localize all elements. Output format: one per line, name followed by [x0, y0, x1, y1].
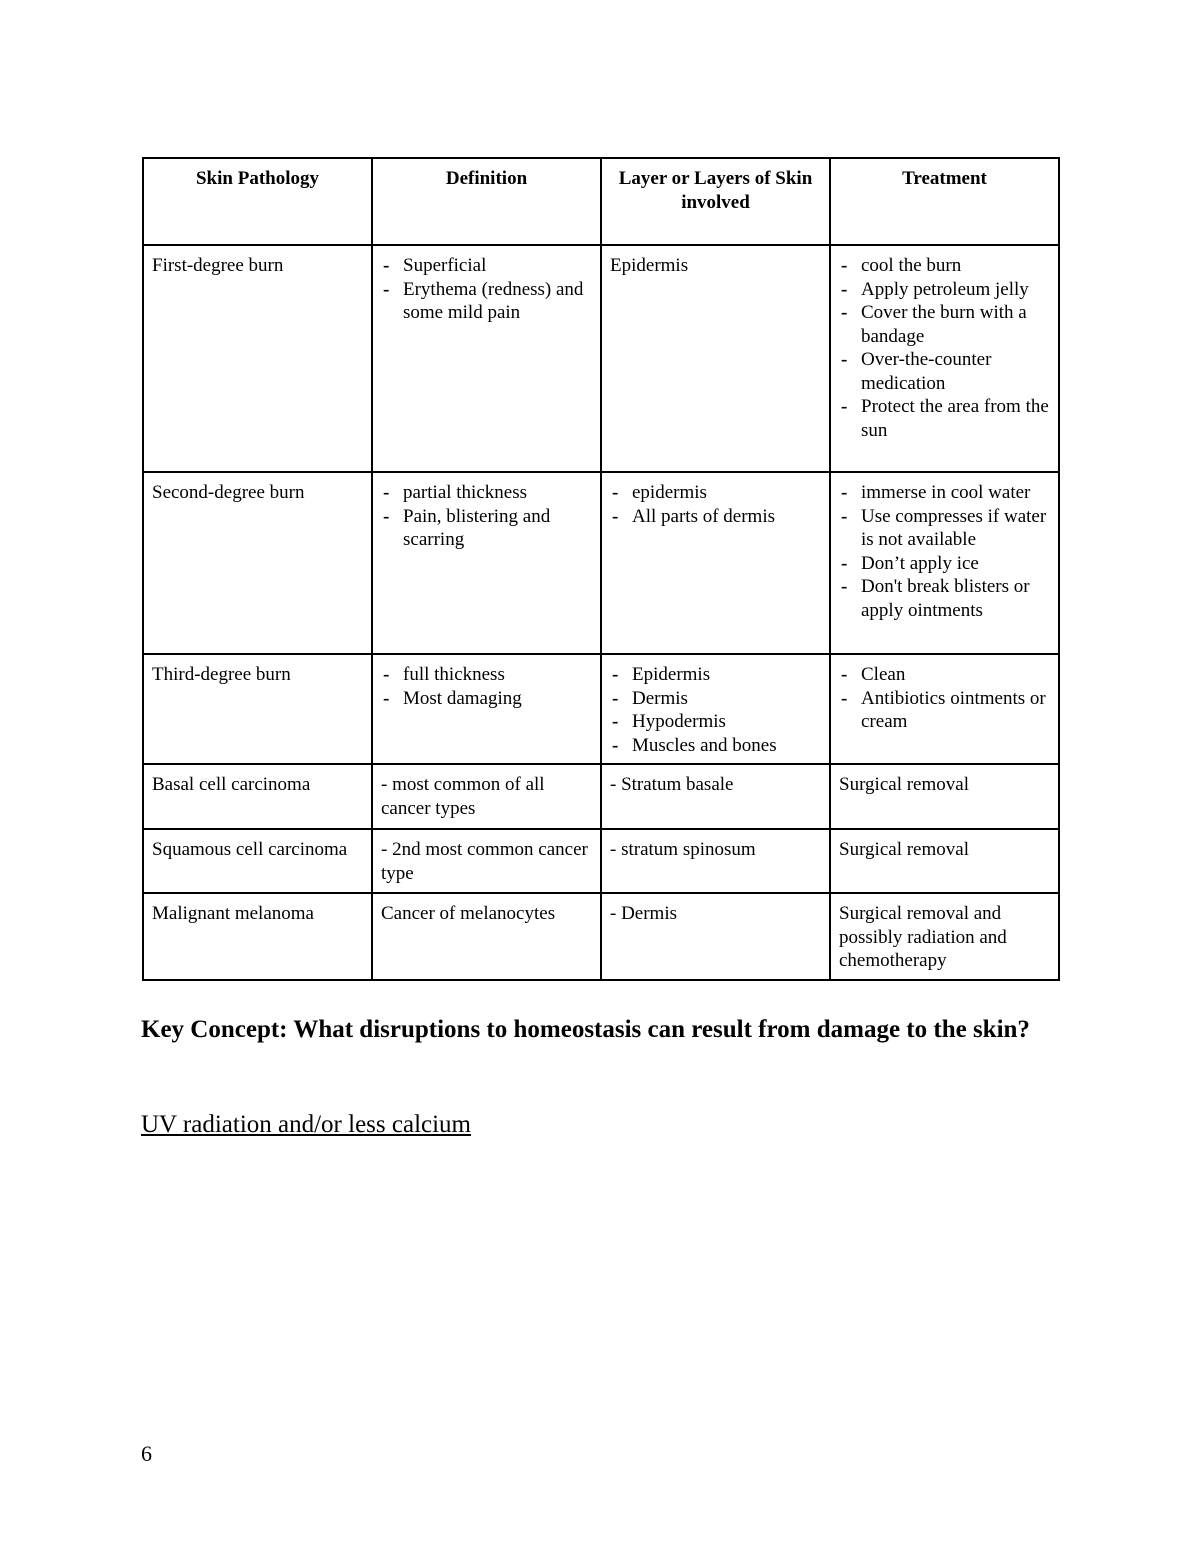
key-concept	[141, 1014, 1041, 1045]
table-row	[143, 893, 1059, 980]
list-item: - Cover the burn with a bandage	[839, 301, 1050, 348]
list-item: - Hypodermis	[610, 710, 821, 734]
layers-cell: - Dermis	[601, 893, 830, 980]
table-row	[143, 472, 1059, 654]
header-skin-pathology: Skin Pathology	[143, 158, 372, 245]
table-row	[143, 829, 1059, 893]
table-row	[143, 654, 1059, 764]
table-row	[143, 764, 1059, 829]
table-header-row	[143, 158, 1059, 245]
table-row	[143, 245, 1059, 472]
list-item: - Apply petroleum jelly	[839, 278, 1050, 302]
definition-cell: Cancer of melanocytes	[372, 893, 601, 980]
list-item: - Antibiotics ointments or cream	[839, 687, 1050, 734]
list-item: - Most damaging	[381, 687, 592, 711]
definition-list	[381, 254, 592, 325]
list-item: - immerse in cool water	[839, 481, 1050, 505]
definition-cell	[372, 472, 601, 654]
list-item: - Epidermis	[610, 663, 821, 687]
treatment-cell: Surgical removal	[830, 829, 1059, 893]
treatment-cell: Surgical removal	[830, 764, 1059, 829]
list-item: - Protect the area from the sun	[839, 395, 1050, 442]
list-item: - Don’t apply ice	[839, 552, 1050, 576]
list-item: - Don't break blisters or apply ointments	[839, 575, 1050, 622]
list-item: - Superficial	[381, 254, 592, 278]
list-item: - Dermis	[610, 687, 821, 711]
pathology-cell: Second-degree burn	[143, 472, 372, 654]
treatment-cell	[830, 654, 1059, 764]
list-item: - Muscles and bones	[610, 734, 821, 758]
skin-pathology-table	[142, 157, 1060, 981]
header-treatment: Treatment	[830, 158, 1059, 245]
list-item: - epidermis	[610, 481, 821, 505]
treatment-cell	[830, 245, 1059, 472]
definition-cell: - most common of all cancer types	[372, 764, 601, 829]
pathology-cell: Third-degree burn	[143, 654, 372, 764]
list-item: - Use compresses if water is not available	[839, 505, 1050, 552]
treatment-cell	[830, 472, 1059, 654]
definition-list	[381, 481, 592, 552]
list-item: - full thickness	[381, 663, 592, 687]
definition-cell	[372, 245, 601, 472]
key-concept-label: Key Concept:	[141, 1016, 288, 1043]
header-definition: Definition	[372, 158, 601, 245]
key-concept-question: What disruptions to homeostasis can result from damage to the skin?	[293, 1016, 1030, 1043]
header-layers: Layer or Layers of Skin involved	[601, 158, 830, 245]
pathology-cell: First-degree burn	[143, 245, 372, 472]
layers-cell	[601, 472, 830, 654]
list-item: - Pain, blistering and scarring	[381, 505, 592, 552]
list-item: - partial thickness	[381, 481, 592, 505]
list-item: - Erythema (redness) and some mild pain	[381, 278, 592, 325]
layers-list	[610, 663, 821, 757]
pathology-cell: Squamous cell carcinoma	[143, 829, 372, 893]
layers-cell: - Stratum basale	[601, 764, 830, 829]
list-item: - Clean	[839, 663, 1050, 687]
treatment-list	[839, 481, 1050, 622]
layers-cell: Epidermis	[601, 245, 830, 472]
definition-list	[381, 663, 592, 710]
layers-cell	[601, 654, 830, 764]
pathology-cell: Basal cell carcinoma	[143, 764, 372, 829]
treatment-list	[839, 254, 1050, 442]
list-item: - All parts of dermis	[610, 505, 821, 529]
list-item: - Over-the-counter medication	[839, 348, 1050, 395]
page-number: 6	[141, 1441, 152, 1466]
definition-cell	[372, 654, 601, 764]
pathology-cell: Malignant melanoma	[143, 893, 372, 980]
treatment-list	[839, 663, 1050, 734]
layers-cell: - stratum spinosum	[601, 829, 830, 893]
list-item: - cool the burn	[839, 254, 1050, 278]
key-concept-answer: UV radiation and/or less calcium	[141, 1111, 472, 1138]
treatment-cell: Surgical removal and possibly radiation and chemotherapy	[830, 893, 1059, 980]
definition-cell: - 2nd most common cancer type	[372, 829, 601, 893]
layers-list	[610, 481, 821, 528]
